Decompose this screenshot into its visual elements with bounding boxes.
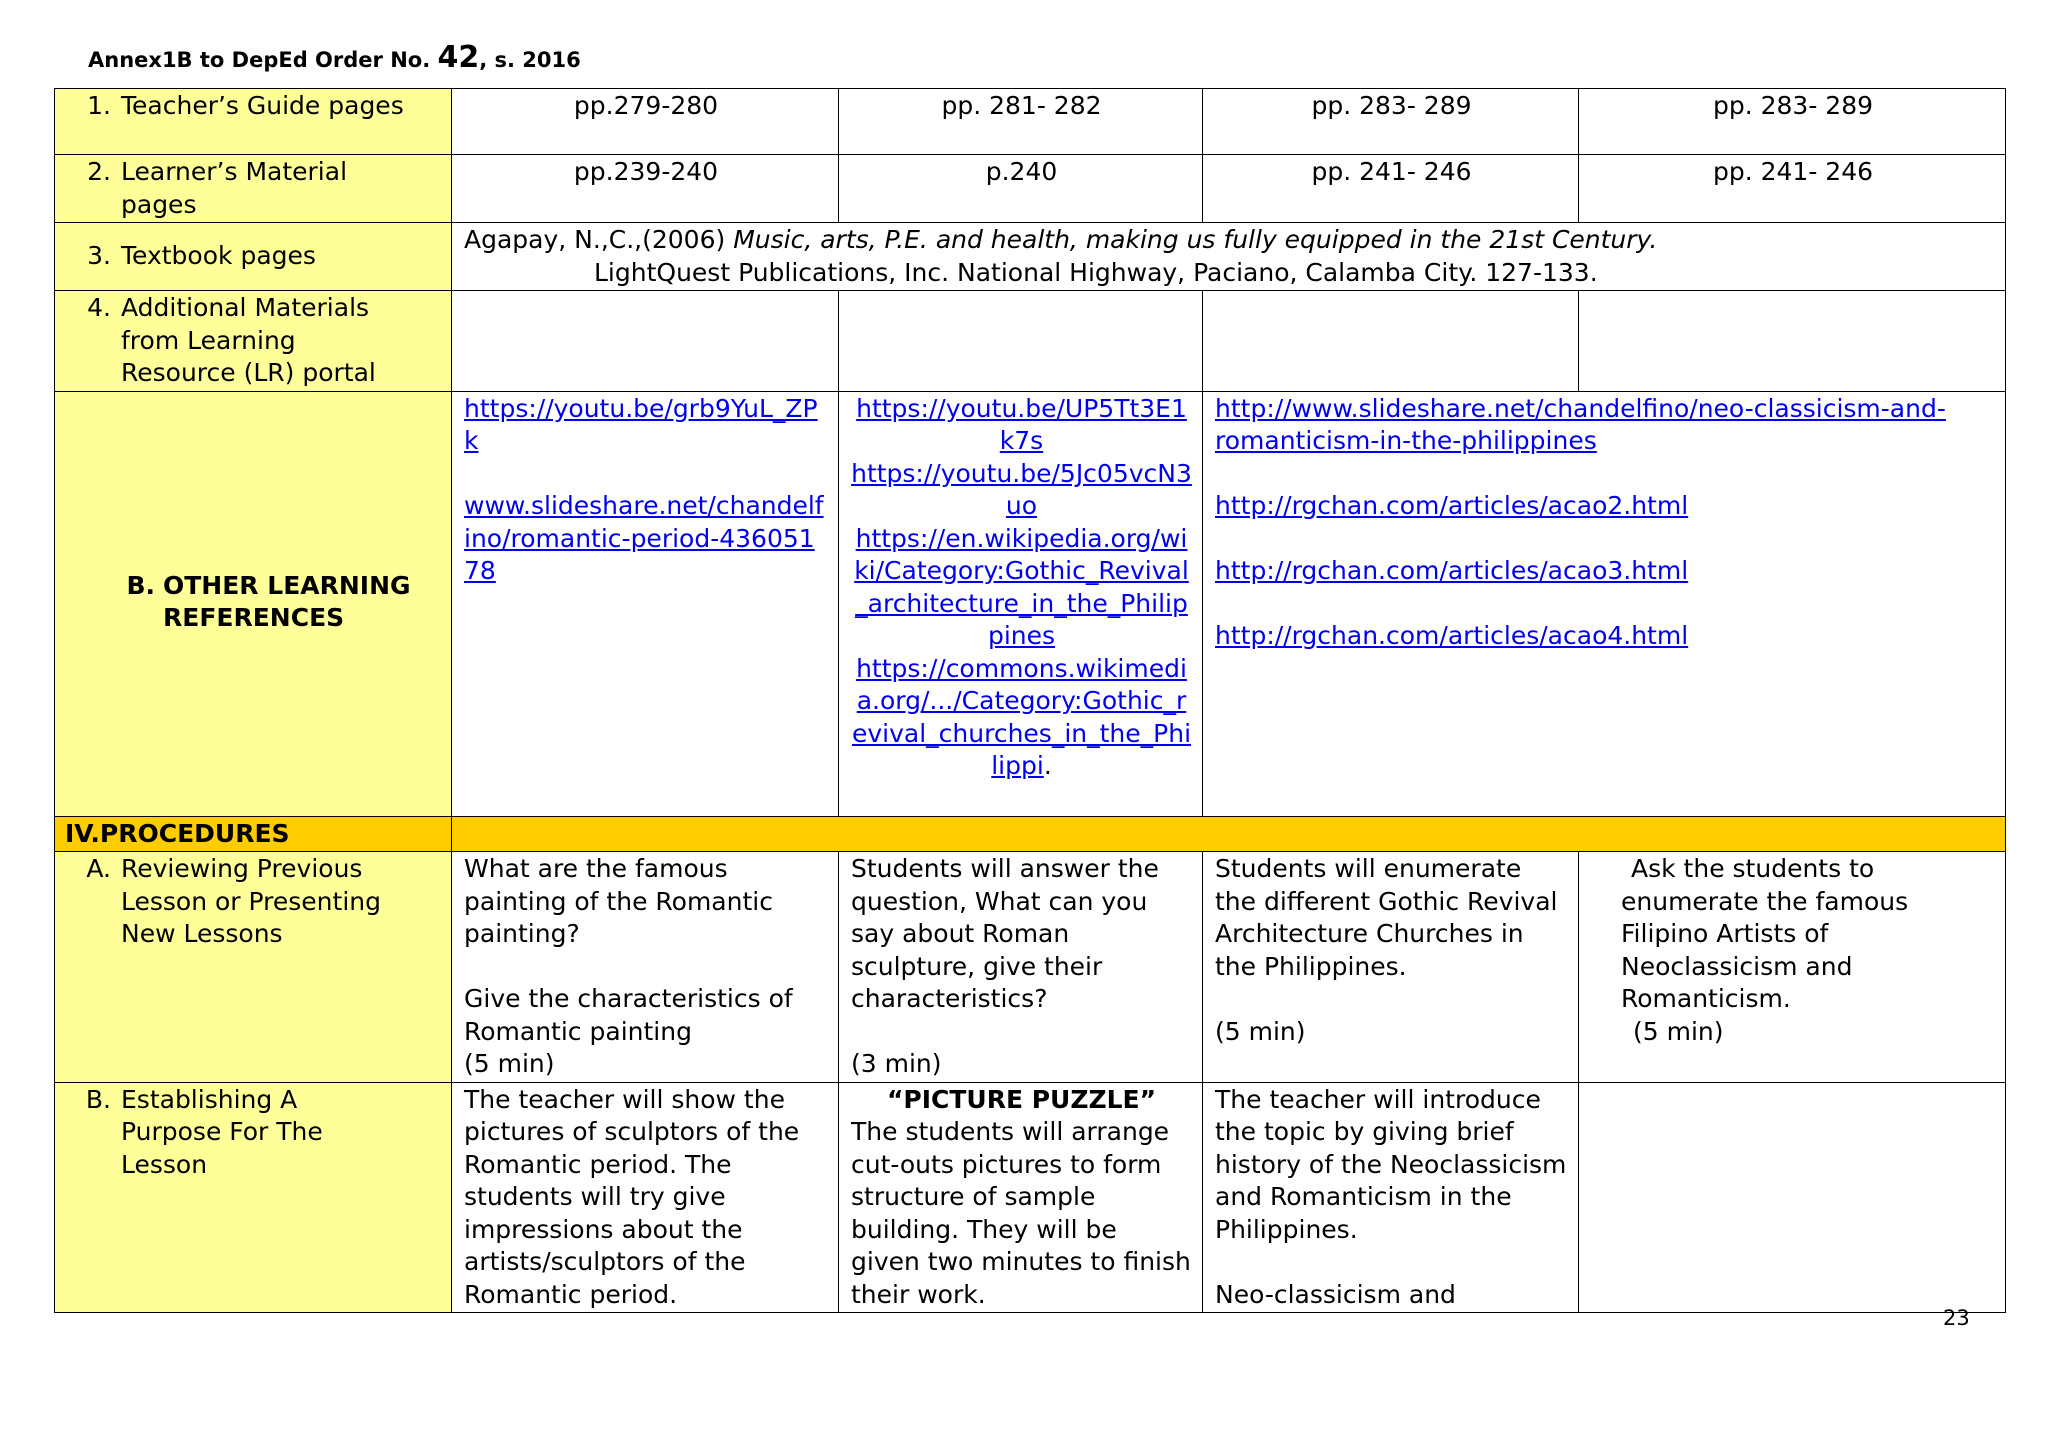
lm-pages-day2: p.240 [839, 155, 1203, 223]
other-references-label [55, 391, 452, 816]
trailing-period: . [1043, 751, 1052, 780]
procedures-heading: IV.PROCEDURES [55, 816, 452, 852]
row-reviewing [55, 852, 2006, 1083]
time-allotment: (5 min) [1633, 1016, 1724, 1046]
other-refs-col3 [1203, 391, 2006, 816]
learners-material-label [55, 155, 452, 223]
establishing-text: The teacher will introduce the topic by giving brief history of the Neoclassicism and Romanticism in the Philippines. [1215, 1084, 1567, 1244]
row-label: Learner’s Material pages [121, 157, 348, 219]
row-textbook [55, 223, 2006, 291]
reference-link[interactable]: https://en.wikipedia.org/wiki/Category:Gothic_Revival_architecture_in_the_Philippines [854, 523, 1189, 650]
row-teachers-guide [55, 89, 2006, 155]
reviewing-day2 [839, 852, 1203, 1083]
tg-pages-day3: pp. 283- 289 [1203, 89, 1579, 155]
reviewing-question: Students will answer the question, What can you say about Roman sculpture, give their characteristics? [851, 854, 1159, 1013]
reference-link[interactable]: http://www.slideshare.net/chandelfino/neo-classicism-and-romanticism-in-the-philippines [1215, 393, 1946, 455]
time-allotment: (3 min) [851, 1049, 942, 1078]
textbook-title: Music, arts, P.E. and health, making us fully equipped in the 21st Century. [733, 225, 1658, 254]
row-label: Textbook pages [121, 241, 316, 271]
additional-materials-label [55, 291, 452, 392]
reference-link[interactable]: https://commons.wikimedia.org/.../Category:Gothic_revival_churches_in_the_Philippi [851, 653, 1192, 780]
teachers-guide-label [55, 89, 452, 155]
lm-pages-day1: pp.239-240 [452, 155, 839, 223]
row-number: 2. [87, 157, 111, 186]
reference-link[interactable]: https://youtu.be/5Jc05vcN3uo [851, 458, 1192, 520]
row-label: Establishing A Purpose For The Lesson [121, 1084, 323, 1179]
establishing-day1: The teacher will show the pictures of sculptors of the Romantic period. The students will try give impressions about the artists/sculptors of the Romantic period. [452, 1082, 839, 1313]
reference-link[interactable]: https://youtu.be/UP5Tt3E1k7s [856, 393, 1187, 455]
row-letter: A. [86, 854, 111, 883]
procedures-band [452, 816, 2006, 852]
row-number: 4. [87, 293, 111, 322]
establishing-day3 [1203, 1082, 1579, 1313]
time-allotment: (5 min) [1215, 1016, 1306, 1046]
establishing-day4 [1579, 1082, 2006, 1313]
establishing-day2 [839, 1082, 1203, 1313]
tg-pages-day4: pp. 283- 289 [1579, 89, 2006, 155]
additional-day1 [452, 291, 839, 392]
reference-link[interactable]: www.slideshare.net/chandelfino/romantic-period-43605178 [464, 491, 824, 585]
header-order-number: 42 [437, 40, 480, 75]
row-learners-material [55, 155, 2006, 223]
row-label: Additional Materials from Learning Resource (LR) portal [121, 293, 376, 387]
reviewing-day1 [452, 852, 839, 1083]
lm-pages-day4: pp. 241- 246 [1579, 155, 2006, 223]
additional-day2 [839, 291, 1203, 392]
time-allotment: (5 min) [464, 1049, 555, 1078]
lesson-plan-table [54, 88, 2006, 1313]
row-label: OTHER LEARNING REFERENCES [163, 570, 411, 632]
tg-pages-day2: pp. 281- 282 [839, 89, 1203, 155]
header-prefix: Annex1B to DepEd Order No. [88, 48, 438, 72]
lm-pages-day3: pp. 241- 246 [1203, 155, 1579, 223]
header-suffix: , s. 2016 [479, 48, 581, 72]
other-refs-col1 [452, 391, 839, 816]
establishing-text-continued: Neo-classicism and [1215, 1279, 1456, 1309]
activity-title: “PICTURE PUZZLE” [886, 1084, 1157, 1114]
row-letter: B. [126, 570, 155, 600]
reviewing-day4 [1579, 852, 2006, 1083]
additional-day4 [1579, 291, 2006, 392]
page-number: 23 [1943, 1306, 1970, 1330]
row-label: Teacher’s Guide pages [121, 91, 404, 120]
row-procedures [55, 816, 2006, 852]
textbook-author: Agapay, N.,C.,(2006) [464, 225, 734, 254]
reviewing-question: Students will enumerate the different Gothic Revival Architecture Churches in the Philippines. [1215, 854, 1558, 981]
textbook-reference [452, 223, 2006, 291]
reviewing-question: Ask the students to enumerate the famous Filipino Artists of Neoclassicism and Romanticism. [1621, 854, 1909, 1013]
row-additional-materials [55, 291, 2006, 392]
establishing-label [55, 1082, 452, 1313]
document-header [88, 40, 581, 75]
reference-link[interactable]: http://rgchan.com/articles/acao4.html [1215, 621, 1689, 650]
row-label: Reviewing Previous Lesson or Presenting New Lessons [121, 854, 381, 948]
other-refs-col2 [839, 391, 1203, 816]
textbook-publisher: LightQuest Publications, Inc. National Highway, Paciano, Calamba City. 127-133. [594, 257, 1598, 287]
reviewing-day3 [1203, 852, 1579, 1083]
row-number: 1. [87, 91, 111, 120]
reference-link[interactable]: http://rgchan.com/articles/acao2.html [1215, 491, 1689, 520]
activity-description: The students will arrange cut-outs pictures to form structure of sample building. They will be given two minutes to finish their work. [851, 1117, 1191, 1309]
tg-pages-day1: pp.279-280 [452, 89, 839, 155]
row-letter: B. [85, 1084, 111, 1114]
row-other-references [55, 391, 2006, 816]
reference-link[interactable]: https://youtu.be/grb9YuL_ZPk [464, 393, 818, 455]
reviewing-question: What are the famous painting of the Romantic painting? [464, 854, 773, 948]
row-establishing [55, 1082, 2006, 1313]
reviewing-question-2: Give the characteristics of Romantic painting [464, 984, 793, 1046]
reference-link[interactable]: http://rgchan.com/articles/acao3.html [1215, 556, 1689, 585]
reviewing-label [55, 852, 452, 1083]
textbook-label [55, 223, 452, 291]
row-number: 3. [87, 241, 111, 271]
additional-day3 [1203, 291, 1579, 392]
